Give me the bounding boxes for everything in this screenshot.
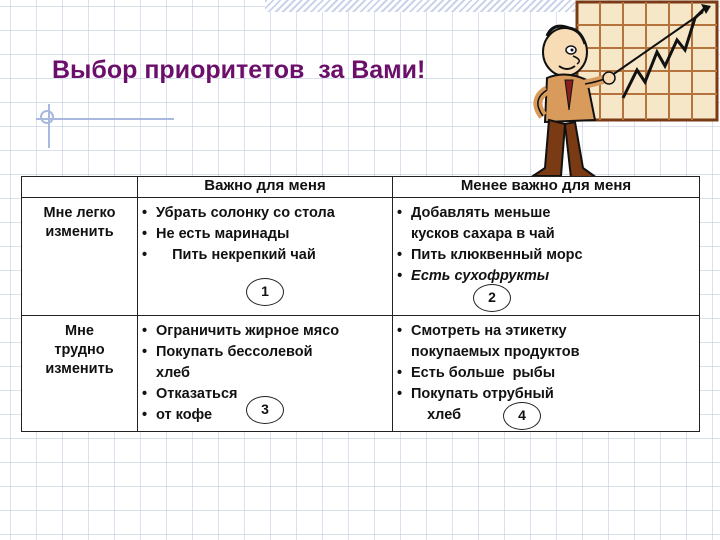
header-empty	[22, 177, 138, 198]
list-item-continuation: хлеб	[411, 407, 462, 423]
cell-hard-less-important	[393, 316, 700, 432]
list-item-continuation: кусков сахара в чай	[411, 226, 555, 242]
list-item: • Не есть маринады	[142, 226, 290, 242]
quadrant-badge-3: 3	[246, 396, 284, 424]
priority-table	[21, 176, 700, 432]
list-item: • Смотреть на этикетку	[397, 323, 567, 339]
list-item: • от кофе	[142, 407, 213, 423]
list-item-continuation: покупаемых продуктов	[411, 344, 580, 360]
list-item: • Отказаться	[142, 386, 238, 402]
cell-hard-important	[138, 316, 393, 432]
header-important: Важно для меня	[138, 177, 393, 198]
list-item: • Есть больше рыбы	[397, 365, 556, 381]
header-less-important: Менее важно для меня	[393, 177, 700, 198]
row-label-line: Мне	[65, 323, 94, 339]
list-item: • Покупать бессолевой	[142, 344, 313, 360]
row-label-easy	[22, 198, 138, 316]
cell-easy-important	[138, 198, 393, 316]
quadrant-badge-2: 2	[473, 284, 511, 312]
row-label-line: изменить	[45, 361, 114, 377]
list-item-continuation: хлеб	[156, 365, 190, 381]
list-item: • Убрать солонку со стола	[142, 205, 335, 221]
slide-title: Выбор приоритетов за Вами!	[52, 56, 426, 84]
table-row-hard	[22, 316, 700, 432]
list-item: • Покупать отрубный	[397, 386, 554, 402]
table-header-row	[22, 177, 700, 198]
list-item: • Пить некрепкий чай	[142, 247, 316, 263]
row-label-line: изменить	[45, 224, 114, 240]
cell-easy-less-important	[393, 198, 700, 316]
table-row-easy	[22, 198, 700, 316]
list-item: • Пить клюквенный морс	[397, 247, 583, 263]
row-label-line: Мне легко	[43, 205, 116, 221]
list-item: • Ограничить жирное мясо	[142, 323, 340, 339]
row-label-hard	[22, 316, 138, 432]
list-item: • Есть сухофрукты	[397, 268, 550, 284]
quadrant-badge-4: 4	[503, 402, 541, 430]
list-item: • Добавлять меньше	[397, 205, 551, 221]
decorative-line	[36, 118, 174, 120]
quadrant-badge-1: 1	[246, 278, 284, 306]
row-label-line: трудно	[54, 342, 105, 358]
decorative-circle	[40, 110, 54, 124]
presenter-chart-illustration	[525, 0, 720, 182]
